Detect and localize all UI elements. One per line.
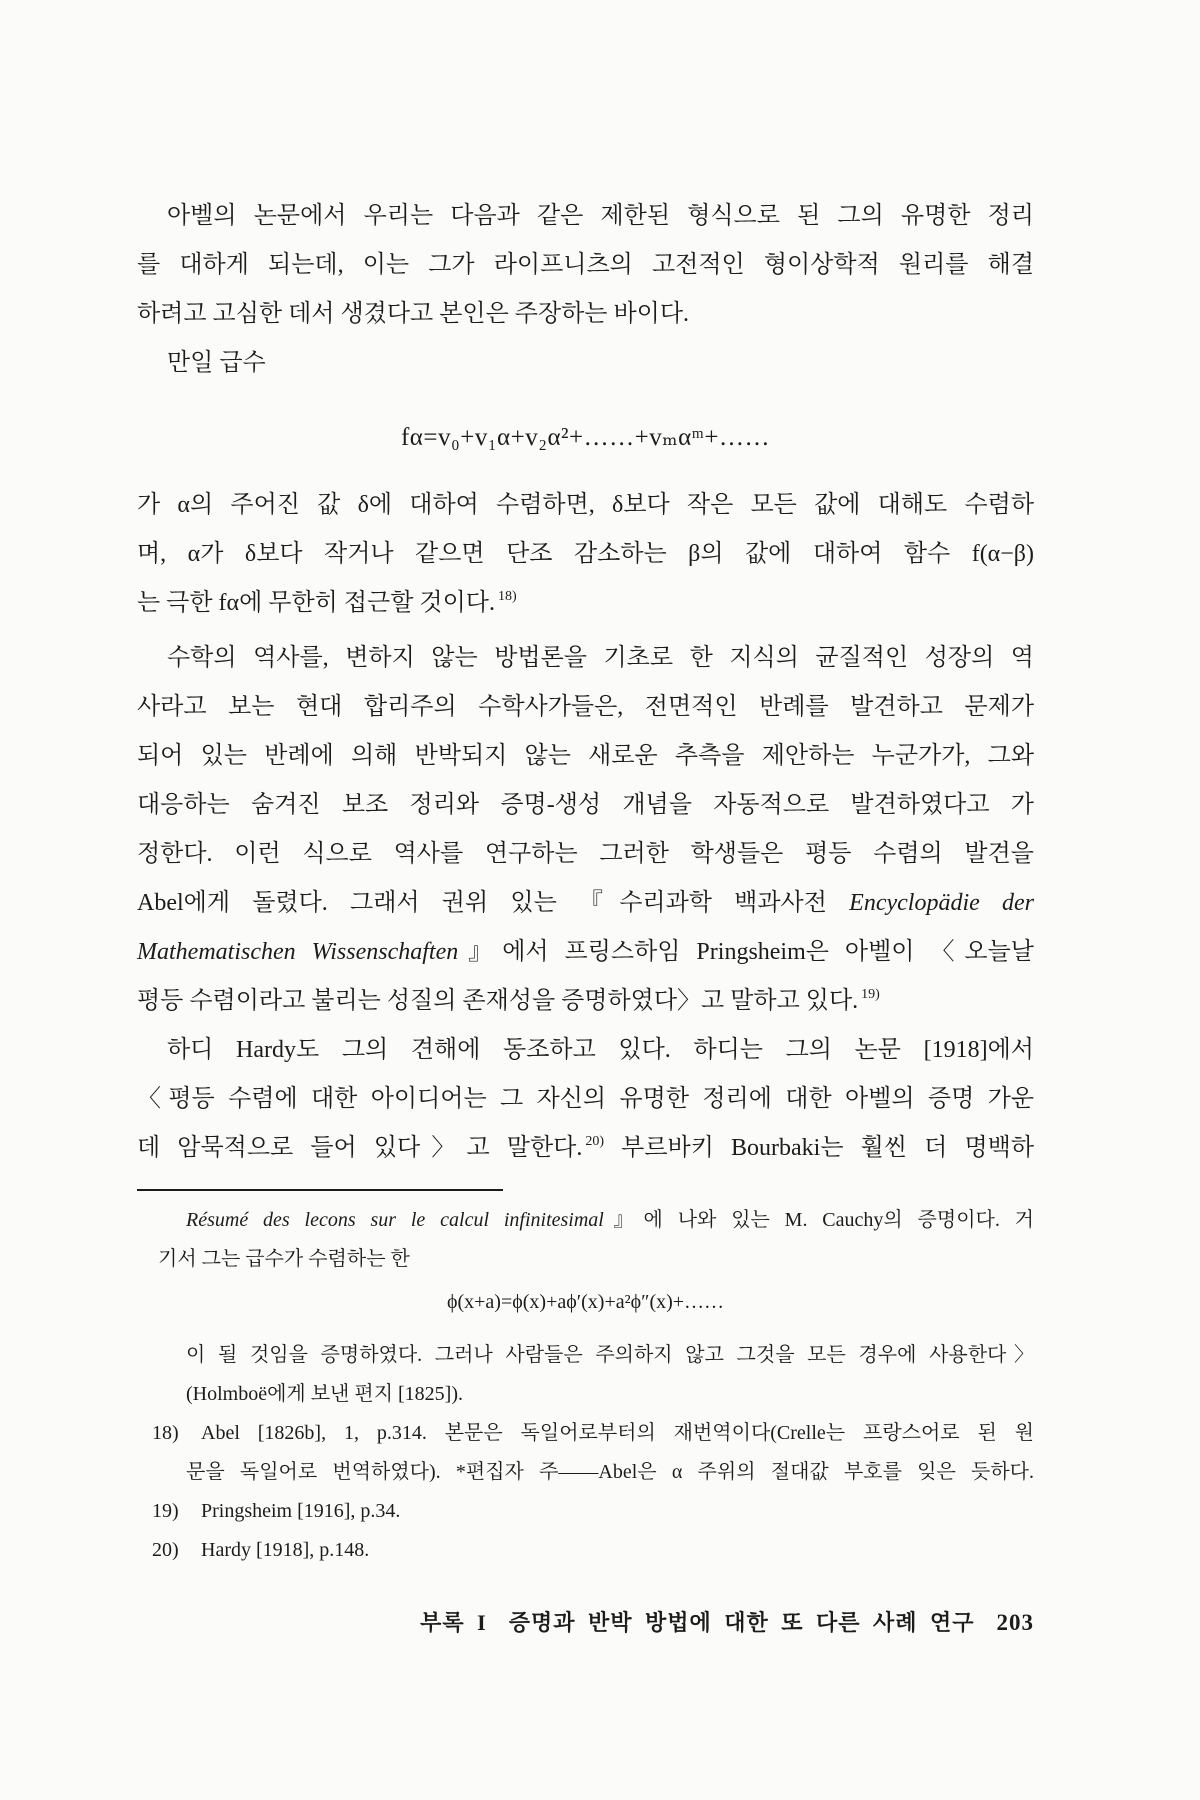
- line-text: 』에 나와 있는 M. Cauchy의 증명이다. 거: [603, 1209, 1034, 1231]
- paragraph: [137, 339, 1034, 388]
- footnote-18: [152, 1414, 1034, 1453]
- italic-title: Mathematischen Wissenschaften: [137, 939, 459, 965]
- footnote-formula: ϕ(x+a)=ϕ(x)+aϕ′(x)+a²ϕ″(x)+……: [446, 1291, 725, 1313]
- footnote-20: [152, 1531, 1034, 1570]
- body-line: 대응하는 숨겨진 보조 정리와 증명-생성 개념을 자동적으로 발견하였다고 가: [137, 792, 1034, 818]
- running-footer: [420, 1606, 1034, 1640]
- paragraph: [137, 634, 1034, 1026]
- body-line: 를 대하게 되는데, 이는 그가 라이프니츠의 고전적인 형이상학적 원리를 해결: [137, 252, 1034, 278]
- line-text: Hardy [1918], p.148.: [201, 1539, 370, 1561]
- footnote-separator: [137, 1189, 503, 1191]
- body-line: 아벨의 논문에서 우리는 다음과 같은 제한된 형식으로 된 그의 유명한 정리: [167, 203, 1034, 229]
- footnote-number: 18): [152, 1422, 179, 1444]
- body-line: [137, 579, 1034, 628]
- line-text: Abel에게 돌렸다. 그래서 권위 있는 『수리과학 백과사전: [137, 890, 850, 916]
- page-number: 203: [996, 1610, 1034, 1635]
- line-text: 평등 수렴이라고 불리는 성질의 존재성을 증명하였다〉고 말하고 있다.: [137, 988, 859, 1014]
- body-line: 만일 급수: [167, 350, 266, 376]
- body-line: [137, 1124, 1034, 1173]
- body-line: 수학의 역사를, 변하지 않는 방법론을 기초로 한 지식의 균질적인 성장의 역: [167, 645, 1034, 671]
- footnote-line: [186, 1201, 1034, 1240]
- line-text: 데 암묵적으로 들어 있다〉고 말한다.: [137, 1135, 583, 1161]
- body-line: 하려고 고심한 데서 생겼다고 본인은 주장하는 바이다.: [137, 301, 690, 327]
- footer-title: 증명과 반박 방법에 대한 또 다른 사례 연구: [508, 1610, 975, 1635]
- footnotes: [152, 1201, 1034, 1570]
- line-text: 는 극한 fα에 무한히 접근할 것이다.: [137, 590, 495, 616]
- body-line: 며, α가 δ보다 작거나 같으면 단조 감소하는 β의 값에 대하여 함수 f(α−β): [137, 541, 1034, 567]
- footnote-19: [152, 1492, 1034, 1531]
- footnote-line: 기서 그는 급수가 수렴하는 한: [158, 1248, 410, 1270]
- footnote-line: 이 될 것임을 증명하였다. 그러나 사람들은 주의하지 않고 그것을 모든 경우에 사용한다〉: [186, 1344, 1034, 1366]
- body-line: [137, 879, 1034, 928]
- body-line: 되어 있는 반례에 의해 반박되지 않는 새로운 추측을 제안하는 누군가가, 그와: [137, 743, 1034, 769]
- footnote-line: (Holmboë에게 보낸 편지 [1825]).: [186, 1383, 463, 1405]
- footnote-ref: 20): [585, 1134, 605, 1149]
- line-text: Pringsheim [1916], p.34.: [201, 1500, 401, 1522]
- italic-title: Encyclopädie der: [849, 890, 1034, 916]
- line-text: Abel [1826b], 1, p.314. 본문은 독일어로부터의 재번역이다(Crelle는 프랑스어로 된 원: [201, 1422, 1034, 1444]
- line-text: 부르바키 Bourbaki는 훨씬 더 명백하: [604, 1135, 1034, 1161]
- footnote-line: 문을 독일어로 번역하였다). *편집자 주——Abel은 α 주위의 절대값 부호를 잊은 듯하다.: [186, 1461, 1034, 1483]
- body-line: 정한다. 이런 식으로 역사를 연구하는 그러한 학생들은 평등 수렴의 발견을: [137, 841, 1034, 867]
- paragraph: [137, 1026, 1034, 1173]
- body-line: 〈평등 수렴에 대한 아이디어는 그 자신의 유명한 정리에 대한 아벨의 증명 가운: [137, 1086, 1034, 1112]
- body-line: 하디 Hardy도 그의 견해에 동조하고 있다. 하디는 그의 논문 [1918]에서: [167, 1037, 1034, 1063]
- line-text: 』에서 프링스하임 Pringsheim은 아벨이 〈오늘날: [458, 939, 1034, 965]
- body-line: [137, 928, 1034, 977]
- footer-part-label: 부록 I: [420, 1610, 487, 1635]
- footnote-number: 19): [152, 1500, 179, 1522]
- italic-title: Résumé des lecons sur le calcul infinitesimal: [186, 1209, 604, 1231]
- series-formula: fα=v₀+v₁α+v₂α²+……+vₘαᵐ+……: [400, 424, 770, 451]
- body-line: 사라고 보는 현대 합리주의 수학사가들은, 전면적인 반례를 발견하고 문제가: [137, 694, 1034, 720]
- main-text: [137, 192, 1034, 1173]
- body-line: [137, 977, 1034, 1026]
- body-line: 가 α의 주어진 값 δ에 대하여 수렴하면, δ보다 작은 모든 값에 대해도 수렴하: [137, 492, 1034, 518]
- footnote-ref: 18): [497, 589, 517, 604]
- footnote-number: 20): [152, 1539, 179, 1561]
- footnote-ref: 19): [861, 987, 880, 1002]
- paragraph: [137, 481, 1034, 628]
- paragraph: [137, 192, 1034, 339]
